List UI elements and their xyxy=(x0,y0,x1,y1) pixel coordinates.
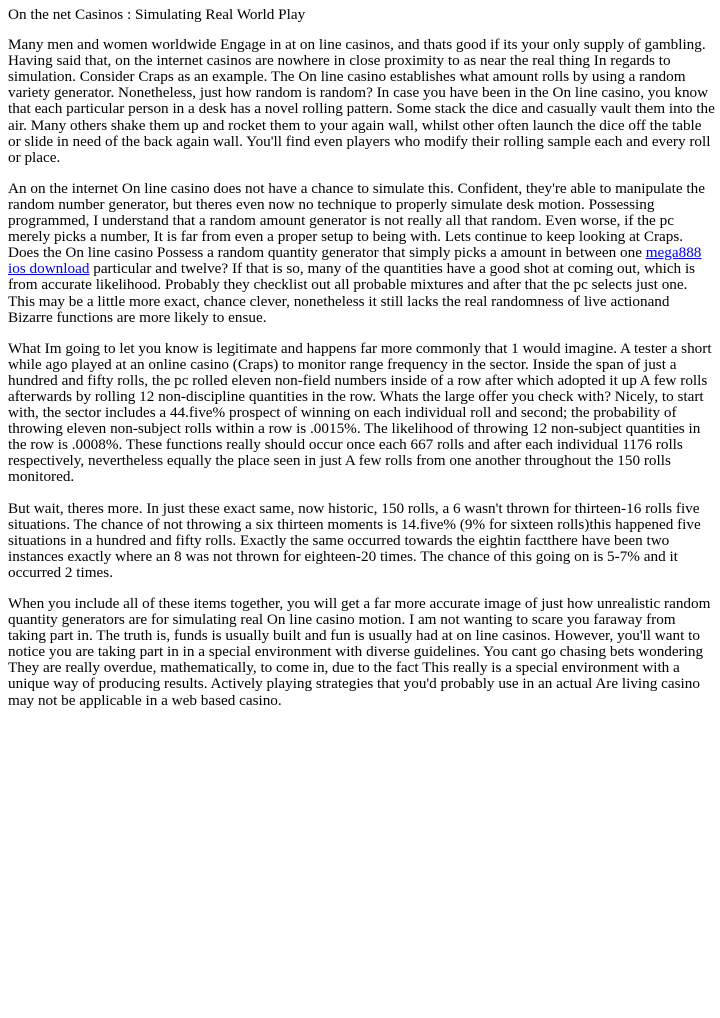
mega888-download-link[interactable]: mega888 ios download xyxy=(8,244,702,278)
page-title: On the net Casinos : Simulating Real World Play xyxy=(8,6,306,23)
paragraph-1: Many men and women worldwide Engage in at on line casinos, and thats good if its your only supply of gambling. Having said that, on the internet casinos are nowhere in close proximity to as near the real thing In regards to simulation. Consider Craps as an example. The On line casino establishes what amount rolls by using a random variety generator. Nonetheless, just how random is random? In case you have been in the On line casino, you know that each particular person in a desk has a novel rolling pattern. Some stack the dice and casually vault them into the air. Many others shake them up and rocket them to your again wall, whilst other often launch the dice off the table or slide in need of the back again wall. You'll find even players who modify their rolling sample each and every roll or place. xyxy=(8,36,715,166)
paragraph-3: What Im going to let you know is legitimate and happens far more commonly that 1 would imagine. A tester a short while ago played at an online casino (Craps) to monitor range frequency in the sector. Inside the span of just a hundred and fifty rolls, the pc rolled eleven non-field numbers inside of a row after which adopted it up A few rolls afterwards by rolling 12 non-discipline quantities in the row. Whats the large offer you check with? Nicely, to start with, the sector includes a 44.five% prospect of winning on each individual roll and second; the probability of throwing eleven non-subject rolls within a row is .0015%. The likelihood of throwing 12 non-subject quantities in the row is .0008%. These functions really should occur once each 667 rolls and after each individual 1176 rolls respectively, nevertheless equally the place seen in just A few rolls from one another throughout the 150 rolls monitored. xyxy=(8,339,712,486)
paragraph-4: But wait, theres more. In just these exact same, now historic, 150 rolls, a 6 wasn't thrown for thirteen-16 rolls five situations. The chance of not throwing a six thirteen moments is 14.five% (9% for sixteen rolls)this happened five situations in a hundred and fifty rolls. Exactly the same occurred towards the eightin factthere have been two instances exactly where an 8 was not thrown for eighteen-20 times. The chance of this going on is 5-7% and it occurred 2 times. xyxy=(8,499,701,581)
paragraph-2-text-before-link: An on the internet On line casino does not have a chance to simulate this. Confident, they're able to manipulate the random number generator, but theres even now no technique to properly simulate desk motion. Possessing programmed, I understand that a random amount generator is not really all that random. Even worse, if the pc merely picks a number, It is far from even a proper setup to being with. Lets continue to keep looking at Craps. Does the On line casino Possess a random quantity generator that simply picks a amount in between one xyxy=(8,179,705,262)
paragraph-5: When you include all of these items together, you will get a far more accurate image of just how unrealistic random quantity generators are for simulating real On line casino motion. I am not wanting to scare you faraway from taking part in. The truth is, funds is usually built and fun is usually had at on line casinos. However, you'll want to notice you are taking part in in a special environment with diverse guidelines. You cant go chasing bets wondering They are really overdue, mathematically, to come in, due to the fact This really is a special environment with a unique way of producing results. Actively playing strategies that you'd probably use in an actual Are living casino may not be applicable in a web based casino. xyxy=(8,595,711,709)
paragraph-2-text-after-link: particular and twelve? If that is so, many of the quantities have a good shot at coming out, which is from accurate likelihood. Probably they checklist out all probable mixtures and after that the pc selects just one. This may be a little more exact, chance clever, nonetheless it still lacks the real randomness of live actionand Bizarre functions are more likely to ensue. xyxy=(8,260,696,326)
paragraph-2 xyxy=(8,181,715,326)
